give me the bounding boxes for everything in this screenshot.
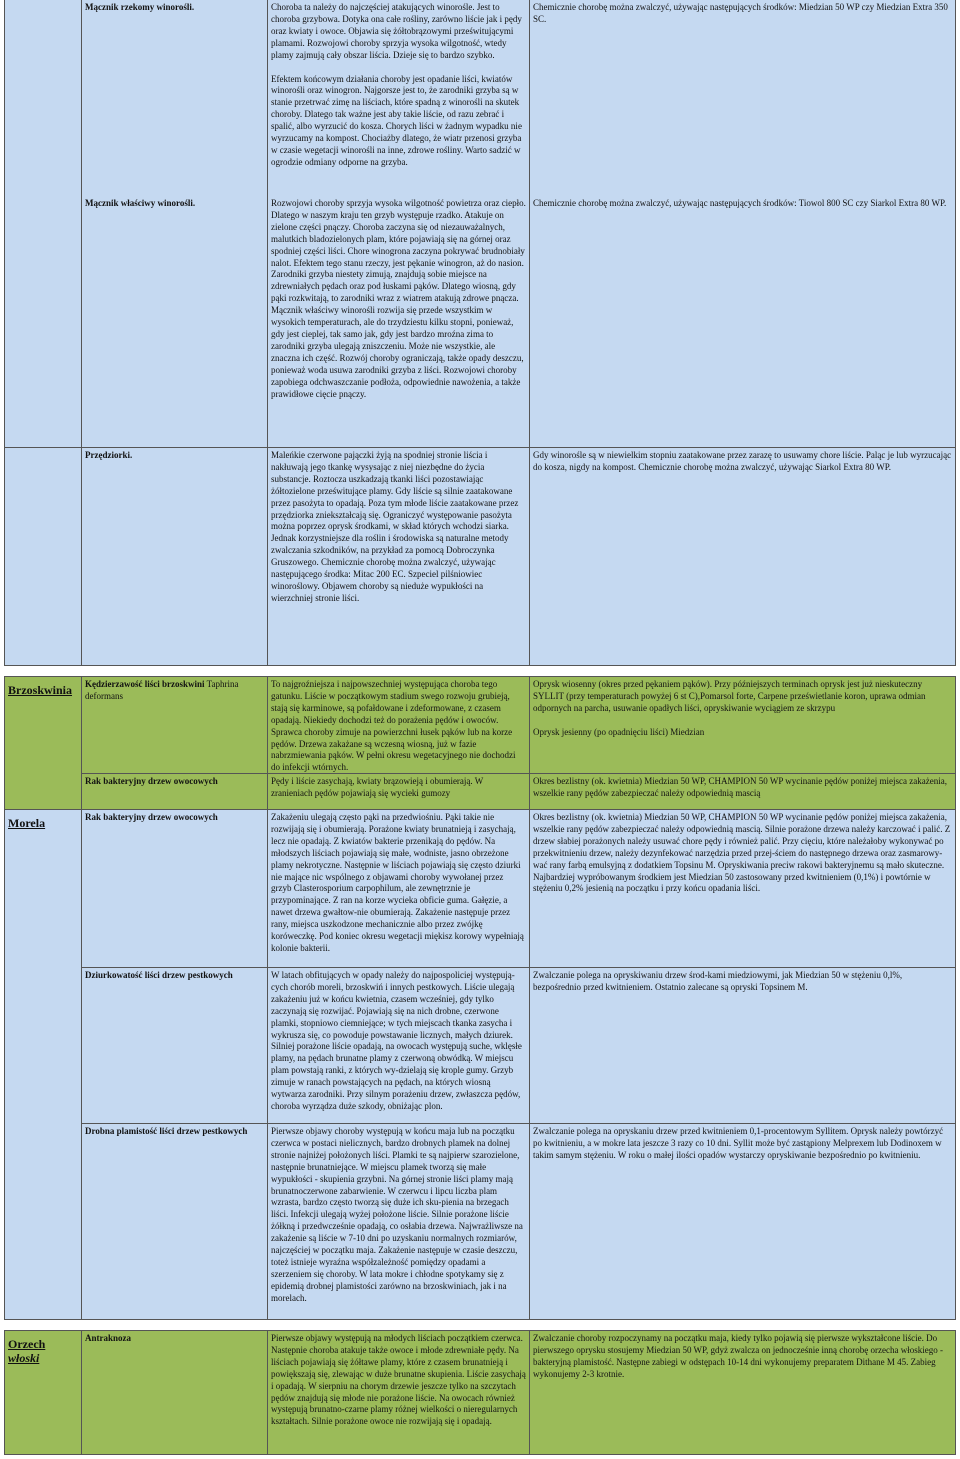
disease-name: Mącznik rzekomy winorośli. bbox=[82, 0, 268, 196]
disease-name-cell bbox=[82, 676, 268, 774]
disease-name: Kędzierzawość liści brzoskwini bbox=[85, 679, 205, 689]
row-maczniak-wlasciwy bbox=[4, 196, 956, 448]
row-przedziorki bbox=[4, 448, 956, 666]
fruit-cell-empty bbox=[4, 196, 82, 448]
treatment: Zwalczanie choroby rozpoczynamy na początku maja, kiedy tylko pojawią się pierwsze wykształcone liście. Do pierwszego oprysku stosujemy Miedzian 50 WP, gdyż zwalcza on jednocześnie inną chorobę orzecha włoskiego - bakteryjną plamistość. Następne zabiegi w odstępach 10-14 dni wykonujemy preparatem Dithane M 45. Zabieg wykonujemy 2-3 krotnie. bbox=[530, 1331, 956, 1455]
disease-name: Rak bakteryjny drzew owocowych bbox=[82, 774, 268, 810]
fruit-cell-empty bbox=[4, 774, 82, 810]
description-part2: Efektem końcowym działania choroby jest opadanie liści, kwiatów winorośli oraz winogron. Najgorsze jest to, że zarodniki grzyba są w stanie przetrwać zimę na liściach, które spadną z winorośli na skutek choroby. Dlatego tak ważne jest aby takie liście, od razu zebrać i spalić, albo wyrzucić do kosza. Chorych liści w żadnym wypadku nie wyrzucamy na kompost. Chociażby dlatego, że wiatr przenosi grzyba w czasie wegetacji winorośli na inne, zdrowe rośliny. Warto sadzić w ogrodzie odmiany odporne na grzyba. bbox=[271, 73, 522, 167]
disease-name: Dziurkowatość liści drzew pestkowych bbox=[82, 968, 268, 1124]
disease-description: Pierwsze objawy występują na młodych liściach początkiem czerwca. Następnie choroba atakuje także owoce i młode zdrewniałe pędy. Na liściach pojawiają się żółtawe plamy, które z czasem brunatnieją i powiększają się, zlewając w duże brunatne skupienia. Liście zasychają i opadają. W sierpniu na chorym drzewie jeszcze tylko na szczytach pędów znajdują się młode nie porażone liście. Na owocach również występują brunatno-czarne plamy różnej wielkości o nieregularnych kształtach. Silnie porażone owoce nie rozwijają się i opadają. bbox=[268, 1331, 530, 1455]
fruit-cell-empty bbox=[4, 0, 82, 196]
disease-description: W latach obfitujących w opady należy do najpospoliciej występują-cych chorób moreli, brzoskwiń i innych pestkowych. Liście ulegają zakażeniu już w końcu kwietnia, czasem wcześniej, gdy tylko zaczynają się rozwijać. Pojawiają się na nich drobne, czerwone plamki, stopniowo ciemniejące; w tych miejscach tkanka zasycha i wykrusza się, co powoduje powstawanie licznych, małych dziurek. Silniej porażone liście opadają, na owocach występują suche, wklęsłe plamy, na pędach brunatne plamy z czerwoną obwódką. W miejscu plam powstają ranki, z których wy-dzielają się krople gumy. Grzyb zimuje w ranach powstających na pędach, na których wiosną wytwarza zarodniki. Przy silnym porażeniu drzew, zwłaszcza pędów, choroba wyrządza duże szkody, obniżając plon. bbox=[268, 968, 530, 1124]
row-morela-plamistosc bbox=[4, 1124, 956, 1320]
disease-name: Antraknoza bbox=[82, 1331, 268, 1455]
treatment: Zwalczanie polega na opryskiwaniu drzew środ-kami miedziowymi, jak Miedzian 50 w stężeniu 0,l%, bezpośrednio przed kwitnieniem. Ostatnio zalecane są opryski Topsinem M. bbox=[530, 968, 956, 1124]
disease-name: Mącznik właściwy winorośli. bbox=[82, 196, 268, 448]
fruit-name-line2: włoski bbox=[8, 1351, 40, 1365]
fruit-cell-empty bbox=[4, 968, 82, 1124]
disease-description: Pędy i liście zasychają, kwiaty brązowieją i obumierają. W zranieniach pędów pojawiają się wycieki gumozy bbox=[268, 774, 530, 810]
fruit-cell-empty bbox=[4, 1124, 82, 1320]
disease-description: Zakażeniu ulegają często pąki na przedwiośniu. Pąki takie nie rozwijają się i obumierają. Porażone kwiaty brunatnieją i zasychają, lecz nie opadają. Z kwiatów bakterie przenikają do pędów. Na młodszych liściach pojawiają się małe, wodniste, jasno obrzeżone plamy nekrotyczne. Następnie w liściach pojawiają się często dziurki nie mające nic wspólnego z objawami choroby wywołanej przez grzyb Clasterosporium carpophilum, ale zewnętrznie je przypominające. Z ran na korze wycieka obficie guma. Gałęzie, a nawet drzewa gwałtow-nie obumierają. Zakażenie następuje przez rany, miejsca uszkodzone mechanicznie albo przez zwójkę koróweczkę. Pod koniec okresu wegetacji miękisz korowy wypełniają kolonie bakterii. bbox=[268, 810, 530, 968]
disease-latin: Taphrina deformans bbox=[85, 679, 239, 701]
row-morela-dziurkowatosc bbox=[4, 968, 956, 1124]
treatment-spring: Oprysk wiosenny (okres przed pękaniem pąków). Przy późniejszych terminach oprysk jest już nieskuteczny SYLLIT (przy temperaturach powyżej 6 st C),Pomarsol forte, Carpene prześwietlanie koron, uprawa odmian odpornych na parcha, usuwanie opadłych liści, opryskiwanie wyciągiem ze skrzypu bbox=[533, 679, 926, 713]
treatment: Chemicznie chorobę można zwalczyć, używając następujących środków: Tiowol 800 SC czy Siarkol Extra 80 WP. bbox=[530, 196, 956, 448]
treatment bbox=[530, 676, 956, 774]
row-orzech-antraknoza bbox=[4, 1330, 956, 1455]
disease-name: Przędziorki. bbox=[82, 448, 268, 666]
row-brzoskwinia-rak bbox=[4, 774, 956, 810]
description-part1: Choroba ta należy do najczęściej atakujących winorośle. Jest to choroba grzybowa. Dotyka ona całe rośliny, zarówno liście jak i pędy oraz kwiaty i owoce. Objawia się żółtobrązowymi prześwitującymi plamami. Rozwojowi choroby sprzyja wysoka wilgotność, wtedy plamy zajmują cały obszar liścia. Dzieje się to bardzo szybko. bbox=[271, 2, 522, 60]
fruit-name-line1: Orzech bbox=[8, 1337, 46, 1351]
fruit-name: Brzoskwinia bbox=[4, 676, 82, 774]
disease-description: To najgroźniejsza i najpowszechniej występująca choroba tego gatunku. Liście w początkowym stadium swego rozwoju grubieją, stają się karminowe, są pofałdowane i zdeformowane, z czasem opadają. Niekiedy dochodzi też do porażenia pędów i owoców. Sprawca choroby zimuje na powierzchni łusek pąków lub na korze pędów. Drzewa zakażane są wczesną wiosną, już w fazie nabrzmiewania pąków. W pełni okresu wegetacyjnego nie dochodzi do infekcji wtórnych. bbox=[268, 676, 530, 774]
treatment-autumn: Oprysk jesienny (po opadnięciu liści) Miedzian bbox=[533, 726, 705, 737]
treatment: Gdy winorośle są w niewielkim stopniu zaatakowane przez zarazę to usuwamy chore liście. Paląc je lub wyrzucając do kosza, nigdy na kompost. Chemicznie chorobę można zwalczyć, używając Siarkol Extra 80 WP. bbox=[530, 448, 956, 666]
treatment: Okres bezlistny (ok. kwietnia) Miedzian 50 WP, CHAMPION 50 WP wycinanie pędów poniżej miejsca zakażenia, wszelkie rany pędów zabezpieczać należy odpowiednią mascią. Silnie porażone drzewa należy karczować i palić. Z drzew słabiej porażonych należy usuwać chore pędy i również palić. Przy cięciu, które należałoby wykonywać po przekwitnieniu drzew, należy dezynfekować narzędzia przed przej-ściem do następnego drzewa oraz zasmarowy-wać rany farbą emulsyjną z dodatkiem Topsinu M. Opryskiwania preciw rakowi bakteryjnemu są mało skuteczne. Najbardziej wypróbowanym środkiem jest Miedzian 50 zastosowany przed kwitnieniem (0,1%) i powtórnie w stężeniu 0,2% jesienią na początku i przy końcu opadania liści. bbox=[530, 810, 956, 968]
disease-description: Maleńkie czerwone pajączki żyją na spodniej stronie liścia i nakłuwają jego tkankę wysysając z niej niezbędne do życia substancje. Roztocza uszkadzają tkanki liści pozostawiając żółtozielone prześwitujące plamy. Gdy liście są silnie zaatakowane przez pasożyta to opadają. Poza tym młode liście zaatakowane przez przędziorka zniekształcają się. Ograniczyć występowanie pasożyta można poprzez oprysk środkami, w skład których wchodzi siarka. Jednak korzystniejsze dla roślin i środowiska są naturalne metody zwalczania szkodników, na przykład za pomocą Dobroczynka Gruszowego. Chemicznie chorobę można zwalczyć, używając następującego środka: Mitac 200 EC. Szpeciel pilśniowiec winoroślowy. Objawem choroby są nieduże wypukłości na wierzchniej stronie liści. bbox=[268, 448, 530, 666]
row-brzoskwinia-kedzierzawosc bbox=[4, 676, 956, 774]
fruit-name bbox=[4, 1331, 82, 1455]
fruit-name: Morela bbox=[4, 810, 82, 968]
treatment: Chemicznie chorobę można zwalczyć, używając następujących środków: Miedzian 50 WP czy Miedzian Extra 350 SC. bbox=[530, 0, 956, 196]
row-maczniak-rzekomy bbox=[4, 0, 956, 196]
fruit-cell-empty bbox=[4, 448, 82, 666]
treatment: Okres bezlistny (ok. kwietnia) Miedzian 50 WP, CHAMPION 50 WP wycinanie pędów poniżej miejsca zakażenia, wszelkie rany pędów zabezpieczać należy odpowiednią mascią bbox=[530, 774, 956, 810]
row-morela-rak bbox=[4, 810, 956, 968]
disease-description: Pierwsze objawy choroby występują w końcu maja lub na początku czerwca w postaci nielicznych, bardzo drobnych plamek na dolnej stronie najniżej położonych liści. Plamki te są najpierw szarozielone, następnie brunatniejące. W miejscu plamek tworzą się małe wypukłości - skupienia grzybni. Na górnej stronie liści plamy mają brunatnoczerwone zabarwienie. W czerwcu i lipcu liczba plam wzrasta, bardzo często tworzą się duże ich sku-pienia na brzegach liści. Infekcji ulegają wyżej położone liście. Silnie porażone liście żółkną i przedwcześnie opadają, co osłabia drzewa. Najwrażliwsze na zakażenie są liście w 7-10 dni po uzyskaniu normalnych rozmiarów, najczęściej w początku maja. Zakażenie następuje w czasie deszczu, toteż istnieje wyraźna współzależność pomiędzy opadami a szerzeniem się choroby. W lata mokre i chłodne spotykamy się z epidemią drobnej plamistości zarówno na brzoskwiniach, jak i na morelach. bbox=[268, 1124, 530, 1320]
disease-name: Drobna plamistość liści drzew pestkowych bbox=[82, 1124, 268, 1320]
disease-description bbox=[268, 0, 530, 196]
disease-name: Rak bakteryjny drzew owocowych bbox=[82, 810, 268, 968]
disease-description: Rozwojowi choroby sprzyja wysoka wilgotność powietrza oraz ciepło. Dlatego w naszym kraju ten grzyb występuje rzadko. Atakuje on zielone części pnączy. Choroba zaczyna się od niezauważalnych, malutkich bladozielonych plam, które pojawiają się na górnej oraz spodniej części liści. Chore winogrona zaczyna pokrywać brudnobiały nalot. Efektem tego stanu rzeczy, jest pękanie winogron, aż do nasion. Zarodniki grzyba niestety zimują, znajdują sobie miejsce na zdrewniałych pędach oraz pod łuskami pąków. Dlatego wiosną, gdy pąki rozkwitają, to zarodniki wraz z wiatrem atakują zdrowe pnącza. Mącznik właściwy winorośli rozwija się przede wszystkim w wysokich temperaturach, ale do trzydziestu kilku stopni, ponieważ, gdy jest cieplej, tak samo jak, gdy jest bardzo mroźna zima to zarodniki grzyba ulegają zniszczeniu. Może nie wszystkie, ale znaczna ich część. Rozwój choroby ograniczają, także opady deszczu, ponieważ woda usuwa zarodniki grzyba z liści. Rozwojowi choroby zapobiega odchwaszczanie podłoża, odpowiednie nawożenia, a także prawidłowe cięcie pnączy. bbox=[268, 196, 530, 448]
treatment: Zwalczanie polega na opryskaniu drzew przed kwitnieniem 0,1-procentowym Syllitem. Oprysk należy powtórzyć po kwitnieniu, a w mokre lata jeszcze 3 razy co 10 dni. Syllit może być zastąpiony Melprexem lub Dodinoxem w takim samym stężeniu. W roku o małej ilości opadów wystarczy opryskiwanie bezpośrednio po kwitnieniu. bbox=[530, 1124, 956, 1320]
